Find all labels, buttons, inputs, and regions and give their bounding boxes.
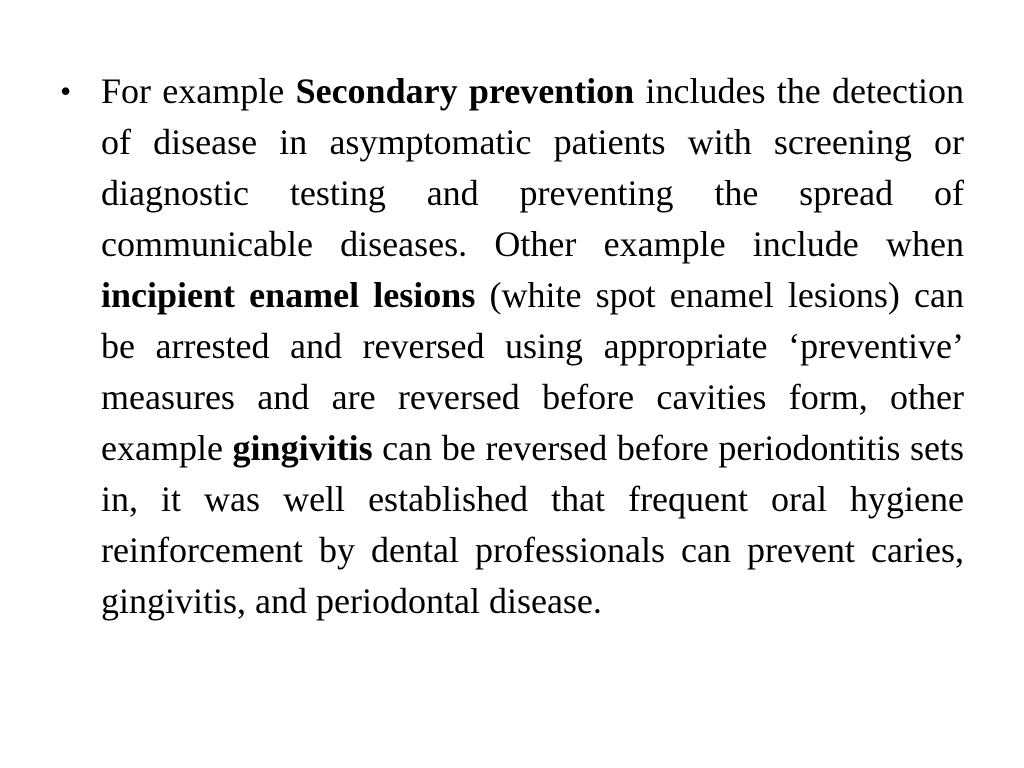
bullet-list: [60, 66, 964, 627]
term-gingivitis: gingivitis: [232, 428, 373, 468]
bullet-icon: •: [60, 73, 72, 109]
text-segment: For example: [101, 71, 296, 111]
text-segment: (white spot enamel lesions) can be arrested and reversed using appropriate ‘preventive’ measures and are reversed before cavities form, other example: [101, 275, 964, 468]
text-segment: can be reversed before periodontitis sets in, it was well established that frequent oral hygiene reinforcement by dental professionals can prevent caries, gingivitis, and periodontal disease.: [101, 428, 964, 621]
text-segment: includes the detection of disease in asymptomatic patients with screening or diagnostic testing and preventing the spread of communicable diseases. Other example include when: [101, 71, 964, 264]
bullet-item: [60, 66, 964, 627]
term-incipient-enamel-lesions: incipient enamel lesions: [101, 275, 476, 315]
term-secondary-prevention: Secondary prevention: [295, 71, 635, 111]
